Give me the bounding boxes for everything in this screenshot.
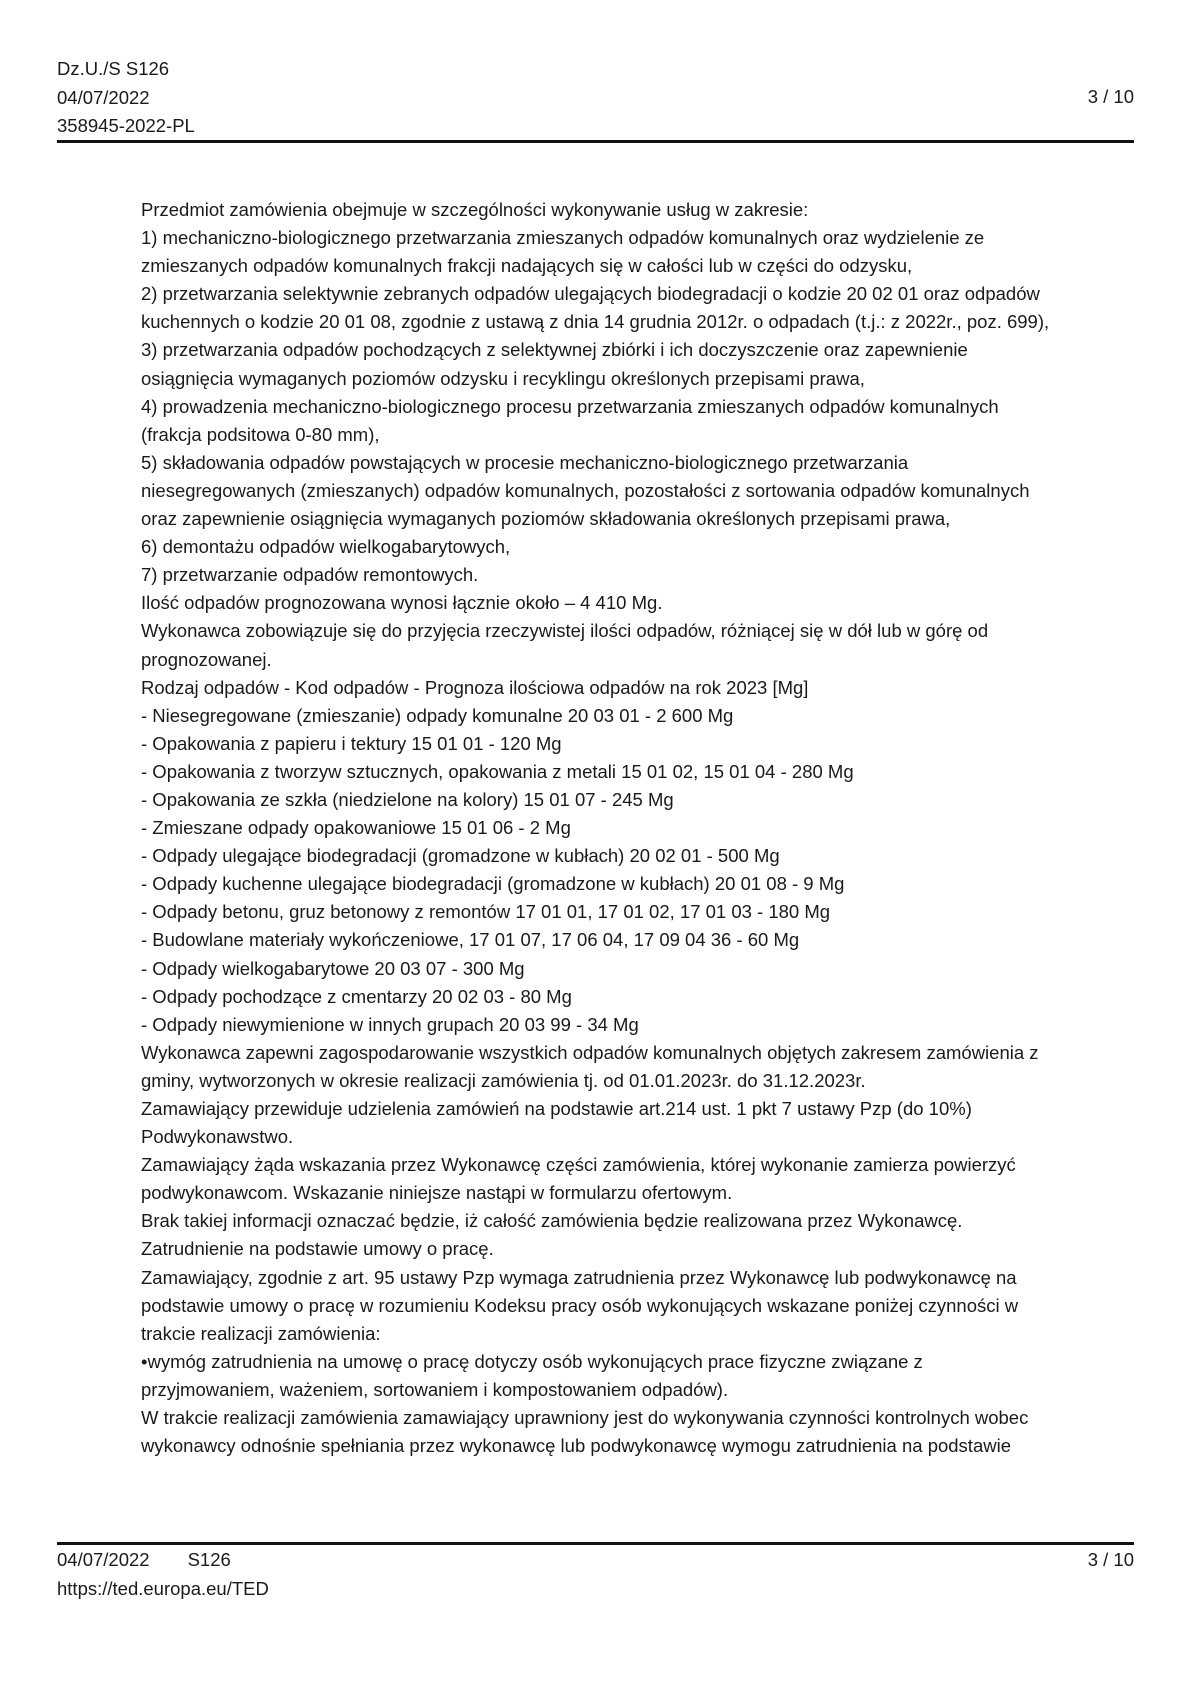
body-line: 2) przetwarzania selektywnie zebranych odpadów ulegających biodegradacji o kodzie 20 02 01 oraz odpadów [141,283,1040,305]
body-line: - Odpady niewymienione w innych grupach 20 03 99 - 34 Mg [141,1013,639,1035]
body-line: - Opakowania z tworzyw sztucznych, opakowania z metali 15 01 02, 15 01 04 - 280 Mg [141,760,854,782]
body-line: W trakcie realizacji zamówienia zamawiający uprawniony jest do wykonywania czynności kontrolnych wobec [141,1407,1029,1429]
header-date: 04/07/2022 [57,86,150,108]
body-line: osiągnięcia wymaganych poziomów odzysku i recyklingu określonych przepisami prawa, [141,367,865,389]
body-line: 6) demontażu odpadów wielkogabarytowych, [141,536,511,558]
body-line: kuchennych o kodzie 20 01 08, zgodnie z ustawą z dnia 14 grudnia 2012r. o odpadach (t.j.: z 2022r., poz. 699), [141,311,1050,333]
body-line: Rodzaj odpadów - Kod odpadów - Prognoza ilościowa odpadów na rok 2023 [Mg] [141,676,809,698]
body-line: - Opakowania z papieru i tektury 15 01 01 - 120 Mg [141,732,562,754]
body-line: 4) prowadzenia mechaniczno-biologicznego procesu przetwarzania zmieszanych odpadów komunalnych [141,395,999,417]
footer-url[interactable]: https://ted.europa.eu/TED [57,1577,269,1599]
body-line: Wykonawca zobowiązuje się do przyjęcia rzeczywistej ilości odpadów, różniącej się w dół lub w górę od [141,620,989,642]
body-line: gminy, wytworzonych w okresie realizacji zamówienia tj. od 01.01.2023r. do 31.12.2023r. [141,1069,866,1091]
body-line: 5) składowania odpadów powstających w procesie mechaniczno-biologicznego przetwarzania [141,451,909,473]
body-line: 3) przetwarzania odpadów pochodzących z selektywnej zbiórki i ich doczyszczenie oraz zapewnienie [141,339,968,361]
footer-divider [57,1542,1134,1545]
body-line: Podwykonawstwo. [141,1126,294,1148]
body-line: - Odpady betonu, gruz betonowy z remontów 17 01 01, 17 01 02, 17 01 03 - 180 Mg [141,901,831,923]
body-line: trakcie realizacji zamówienia: [141,1322,381,1344]
body-line: Zamawiający przewiduje udzielenia zamówień na podstawie art.214 ust. 1 pkt 7 ustawy Pzp (do 10%) [141,1098,972,1119]
footer-series: S126 [187,1549,231,1570]
document-body [141,196,1151,1460]
body-line: podwykonawcom. Wskazanie niniejsze nastąpi w formularzu ofertowym. [141,1182,733,1204]
body-line: (frakcja podsitowa 0-80 mm), [141,423,380,445]
header-page-number: 3 / 10 [1087,86,1134,107]
body-line: 1) mechaniczno-biologicznego przetwarzania zmieszanych odpadów komunalnych oraz wydzielenie ze [141,227,985,249]
body-line: •wymóg zatrudnienia na umowę o pracę dotyczy osób wykonujących prace fizyczne związane z [141,1350,923,1372]
body-line: - Odpady ulegające biodegradacji (gromadzone w kubłach) 20 02 01 - 500 Mg [141,845,780,867]
body-line: - Budowlane materiały wykończeniowe, 17 01 07, 17 06 04, 17 09 04 36 - 60 Mg [141,929,800,951]
body-line: Brak takiej informacji oznaczać będzie, iż całość zamówienia będzie realizowana przez Wykonawcę. [141,1210,963,1232]
body-line: podstawie umowy o pracę w rozumieniu Kodeksu pracy osób wykonujących wskazane poniżej czynności w [141,1294,1019,1316]
body-line: - Niesegregowane (zmieszanie) odpady komunalne 20 03 01 - 2 600 Mg [141,704,734,726]
body-line: - Odpady kuchenne ulegające biodegradacji (gromadzone w kubłach) 20 01 08 - 9 Mg [141,873,845,895]
body-line: oraz zapewnienie osiągnięcia wymaganych poziomów składowania określonych przepisami prawa, [141,508,951,530]
body-line: zmieszanych odpadów komunalnych frakcji nadających się w całości lub w części do odzysku, [141,255,913,277]
header-notice-id: 358945-2022-PL [57,115,195,136]
body-line: Zamawiający żąda wskazania przez Wykonawcę części zamówienia, której wykonanie zamierza powierzyć [141,1154,1016,1176]
header-journal: Dz.U./S S126 [57,58,170,79]
body-line: Przedmiot zamówienia obejmuje w szczególności wykonywanie usług w zakresie: [141,199,809,220]
page-header [57,55,195,141]
body-line: 7) przetwarzanie odpadów remontowych. [141,564,479,586]
body-line: - Zmieszane odpady opakowaniowe 15 01 06 - 2 Mg [141,817,571,839]
body-line: przyjmowaniem, ważeniem, sortowaniem i kompostowaniem odpadów). [141,1378,729,1400]
body-line: niesegregowanych (zmieszanych) odpadów komunalnych, pozostałości z sortowania odpadów komunalnych [141,479,1030,501]
header-divider [57,140,1134,143]
body-line: wykonawcy odnośnie spełniania przez wykonawcę lub podwykonawcę wymogu zatrudnienia na podstawie [141,1435,1011,1457]
footer-page-number: 3 / 10 [1087,1549,1134,1570]
body-line: Wykonawca zapewni zagospodarowanie wszystkich odpadów komunalnych objętych zakresem zamówienia z [141,1041,1039,1063]
footer-date: 04/07/2022 [57,1549,150,1570]
body-line: Zamawiający, zgodnie z art. 95 ustawy Pzp wymaga zatrudnienia przez Wykonawcę lub podwykonawcę na [141,1266,1017,1288]
body-line: Ilość odpadów prognozowana wynosi łącznie około – 4 410 Mg. [141,592,663,614]
body-line: prognozowanej. [141,648,272,670]
page-footer [57,1546,269,1603]
body-line: - Odpady pochodzące z cmentarzy 20 02 03 - 80 Mg [141,985,572,1007]
body-line: Zatrudnienie na podstawie umowy o pracę. [141,1238,494,1260]
body-line: - Opakowania ze szkła (niedzielone na kolory) 15 01 07 - 245 Mg [141,788,674,810]
body-line: - Odpady wielkogabarytowe 20 03 07 - 300 Mg [141,957,525,979]
